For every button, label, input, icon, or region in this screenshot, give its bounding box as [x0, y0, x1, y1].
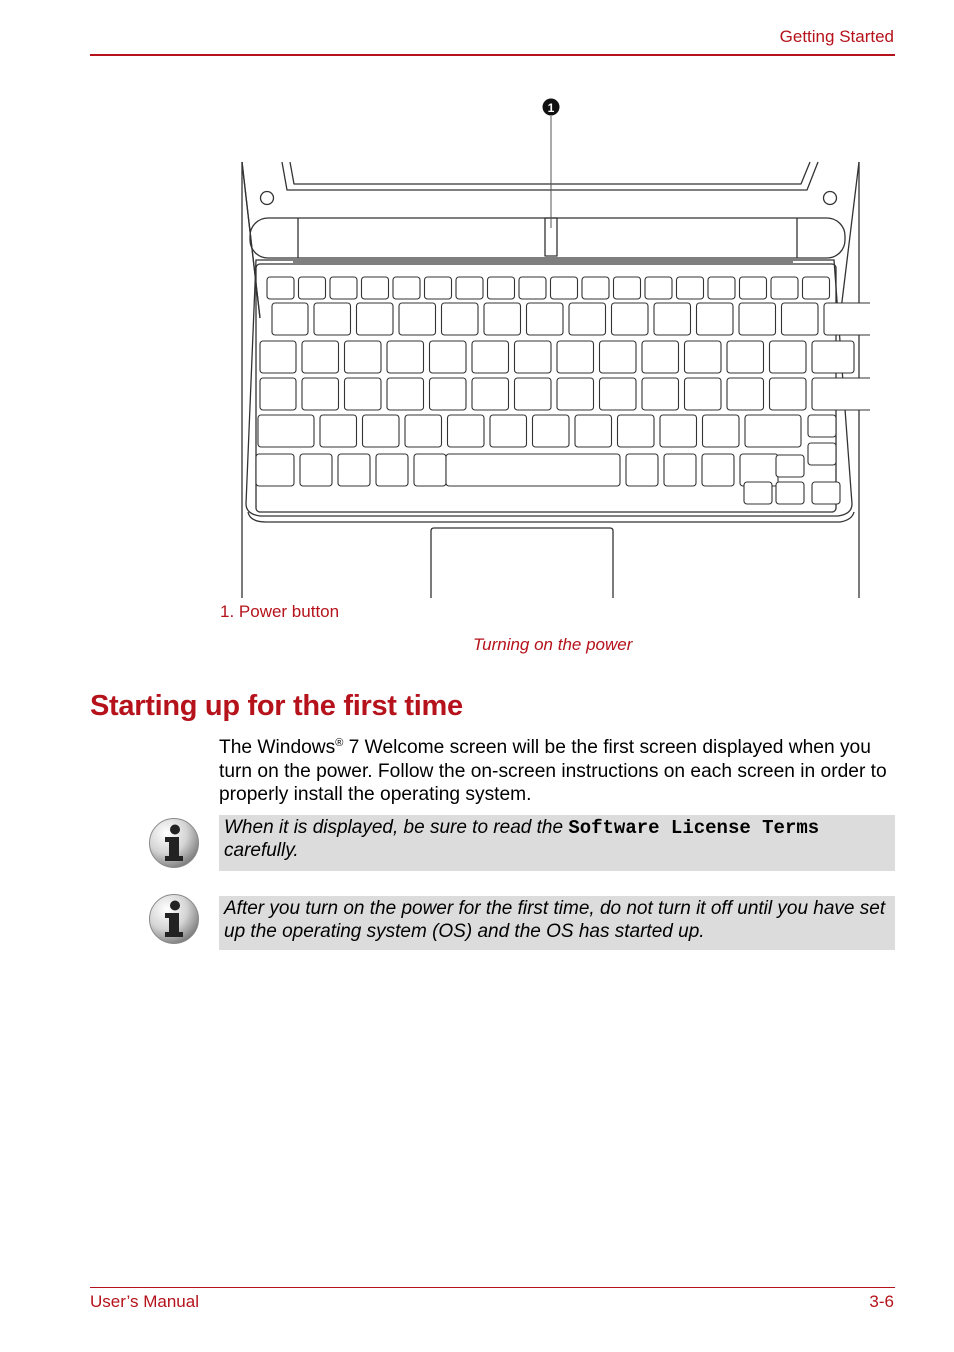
callout-marker [543, 99, 560, 116]
keyboard-key [260, 341, 296, 373]
keyboard-key [771, 277, 798, 299]
section-title: Starting up for the first time [90, 690, 463, 722]
keyboard-key [260, 378, 296, 410]
note-text-lead: When it is displayed, be sure to read the [224, 817, 569, 838]
keyboard-key [776, 482, 804, 504]
keyboard-key [708, 277, 735, 299]
hinge-barrel [250, 218, 845, 258]
keyboard-key [258, 415, 314, 447]
keyboard-key [533, 415, 570, 447]
keyboard-key [300, 454, 332, 486]
keyboard-key [314, 303, 351, 335]
keyboard-key [456, 277, 483, 299]
keyboard-keys [256, 277, 870, 504]
keyboard-key [727, 341, 764, 373]
keyboard-key [745, 415, 801, 447]
keyboard-key [414, 454, 446, 486]
keyboard-key [330, 277, 357, 299]
keyboard-key [575, 415, 612, 447]
touchpad [431, 528, 613, 598]
note-text: After you turn on the power for the first time, do not turn it off until you have set up the operating system (OS) and the OS has started up. [224, 898, 886, 942]
keyboard-key [405, 415, 442, 447]
keyboard-key [812, 341, 854, 373]
note-box-power [219, 896, 895, 950]
callout-number: 1 [547, 101, 555, 115]
keyboard-key [614, 277, 641, 299]
keyboard-key [770, 378, 807, 410]
keyboard-key [744, 482, 772, 504]
keyboard-key [448, 415, 485, 447]
keyboard-key [740, 454, 778, 486]
keyboard-key [357, 303, 394, 335]
keyboard-key [430, 378, 467, 410]
keyboard-key [660, 415, 697, 447]
keyboard-key [527, 303, 564, 335]
paragraph-lead: The Windows [219, 737, 336, 758]
license-terms-label: Software License Terms [568, 817, 820, 839]
keyboard-key [442, 303, 479, 335]
keyboard-key [770, 341, 807, 373]
keyboard-key [320, 415, 357, 447]
keyboard-key [803, 277, 830, 299]
keyboard-key [557, 341, 594, 373]
keyboard-key [569, 303, 606, 335]
keyboard-key [345, 341, 382, 373]
figure-legend: 1. Power button [220, 602, 340, 621]
keyboard-key [345, 378, 382, 410]
keyboard-key [519, 277, 546, 299]
keyboard-key [739, 303, 776, 335]
keyboard-key [302, 341, 339, 373]
keyboard-key [338, 454, 370, 486]
keyboard-key [256, 454, 294, 486]
keyboard-key [272, 303, 308, 335]
keyboard-key [446, 454, 620, 486]
keyboard-key [387, 341, 424, 373]
note-text-tail: carefully. [224, 839, 299, 861]
keyboard-key [515, 378, 552, 410]
footer-page-number: 3-6 [869, 1292, 894, 1311]
keyboard-key [642, 378, 679, 410]
hinge-screw-right [824, 192, 837, 205]
keyboard-key [472, 341, 509, 373]
keyboard-key [582, 277, 609, 299]
note-box-license [219, 815, 895, 871]
keyboard-key [484, 303, 521, 335]
keyboard-key [393, 277, 420, 299]
keyboard-key [808, 415, 836, 437]
keyboard-key [808, 443, 836, 465]
registered-mark: ® [335, 737, 344, 749]
keyboard-key [515, 341, 552, 373]
keyboard-key [618, 415, 655, 447]
keyboard-key [642, 341, 679, 373]
keyboard-key [727, 378, 764, 410]
keyboard-key [376, 454, 408, 486]
body-paragraph [219, 736, 895, 807]
keyboard-key [702, 454, 734, 486]
keyboard-key [363, 415, 400, 447]
keyboard-key [302, 378, 339, 410]
footer-rule [90, 1287, 895, 1288]
keyboard-key [740, 277, 767, 299]
keyboard-key [267, 277, 294, 299]
paragraph-rest: 7 Welcome screen will be the first screen displayed when you turn on the power. Follow the on-screen instructions on each screen in order to properly install the operating system. [219, 737, 887, 805]
keyboard-key [645, 277, 672, 299]
hinge-screw-left [261, 192, 274, 205]
keyboard-key [362, 277, 389, 299]
keyboard-key [685, 378, 722, 410]
keyboard-key [430, 341, 467, 373]
keyboard-key [387, 378, 424, 410]
keyboard-key [782, 303, 819, 335]
laptop-figure [220, 88, 870, 600]
running-header: Getting Started [779, 27, 894, 46]
note-text [219, 815, 895, 862]
info-icon [148, 817, 200, 869]
keyboard-key [654, 303, 691, 335]
keyboard-key [824, 303, 870, 335]
keyboard-key [399, 303, 436, 335]
keyboard-key [557, 378, 594, 410]
keyboard-key [677, 277, 704, 299]
footer-manual-title: User’s Manual [90, 1292, 199, 1311]
keyboard-key [488, 277, 515, 299]
info-icon [148, 893, 200, 945]
keyboard-key [551, 277, 578, 299]
keyboard-key [776, 455, 804, 477]
keyboard-key [812, 378, 870, 410]
keyboard-key [664, 454, 696, 486]
figure-caption: Turning on the power [473, 635, 633, 654]
keyboard-key [299, 277, 326, 299]
keyboard-key [812, 482, 840, 504]
keyboard-key [626, 454, 658, 486]
keyboard-key [490, 415, 527, 447]
keyboard-key [472, 378, 509, 410]
keyboard-key [685, 341, 722, 373]
keyboard-key [600, 341, 637, 373]
keyboard-key [612, 303, 649, 335]
header-rule [90, 54, 895, 56]
keyboard-key [697, 303, 734, 335]
keyboard-key [600, 378, 637, 410]
keyboard-key [703, 415, 740, 447]
keyboard-key [425, 277, 452, 299]
